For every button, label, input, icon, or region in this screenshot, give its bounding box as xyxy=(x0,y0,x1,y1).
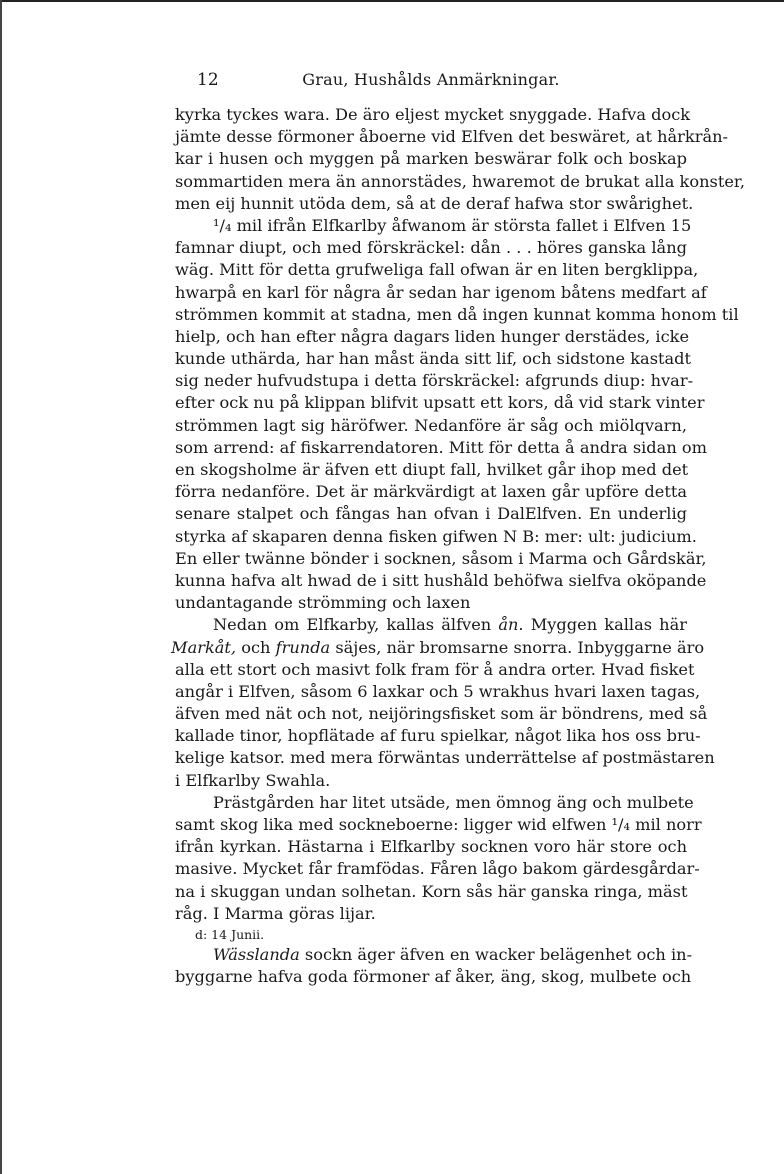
text-line: men eij hunnit utöda dem, så at de deraf hafwa stor swårighet. xyxy=(175,193,694,213)
text-line: hielp, och han efter några dagars liden hunger derstädes, icke xyxy=(175,326,690,346)
text-run: och xyxy=(236,637,276,657)
page-header xyxy=(175,64,687,96)
body-text xyxy=(171,104,746,988)
text-run: säjes, när bromsarne snorra. Inbyggarne äro xyxy=(330,637,705,657)
text-run: Nedan om Elfkarby, kallas älfven xyxy=(213,615,499,635)
text-line: na i skuggan undan solhetan. Korn sås här ganska ringa, mäst xyxy=(175,881,688,901)
text-line: styrka af skaparen denna fisken gifwen N B: mer: ult: judicium. xyxy=(175,526,697,546)
text-line: senare stalpet och fångas han ofvan i DalElfven. En underlig xyxy=(175,504,687,524)
scan-border-left xyxy=(0,0,2,1174)
text-line: jämte desse förmoner åboerne vid Elfven det beswäret, at hårkrån- xyxy=(175,127,728,147)
text-line: sommartiden mera än annorstädes, hwaremot de brukat alla konster, xyxy=(175,171,746,191)
text-line: ¹/₄ mil ifrån Elfkarlby åfwanom är största fallet i Elfven 15 xyxy=(213,215,692,235)
text-line: kallade tinor, hopflätade af furu spielkar, något lika hos oss bru- xyxy=(175,726,701,746)
text-line: strömmen lagt sig häröfwer. Nedanföre är såg och miölqvarn, xyxy=(175,415,687,435)
text-run: Myggen kallas här xyxy=(523,615,687,635)
text-line: byggarne hafva goda förmoner af åker, äng, skog, mulbete och xyxy=(175,967,692,987)
text-line: En eller twänne bönder i socknen, såsom i Marma och Gårdskär, xyxy=(175,548,707,568)
running-title: Grau, Hushålds Anmärkningar. xyxy=(302,70,560,89)
text-line: kelige katsor. med mera förwäntas underrättelse af postmästaren xyxy=(175,748,715,768)
text-line: råg. I Marma göras lijar. xyxy=(175,903,376,923)
text-line: ifrån kyrkan. Hästarna i Elfkarlby socknen voro här store och xyxy=(175,837,687,857)
text-line: famnar diupt, och med förskräckel: dån . . . höres ganska lång xyxy=(175,238,687,258)
italic-term: frunda xyxy=(275,637,331,657)
text-run: sockn äger äfven en wacker belägenhet och in- xyxy=(299,944,693,964)
text-line: sig neder hufvudstupa i detta förskräckel: afgrunds diup: hvar- xyxy=(175,371,694,391)
page-number: 12 xyxy=(197,70,219,90)
text-line: kunna hafva alt hwad de i sitt hushåld behöfwa sielfva oköpande xyxy=(175,570,707,590)
text-line: samt skog lika med sockneboerne: ligger wid elfwen ¹/₄ mil norr xyxy=(175,815,702,834)
text-line: i Elfkarlby Swahla. xyxy=(175,770,331,790)
text-line xyxy=(171,637,705,659)
italic-term: Wässlanda xyxy=(213,944,300,964)
italic-term: ån. xyxy=(498,615,524,635)
text-line xyxy=(175,614,687,636)
text-line: undantagande strömming och laxen xyxy=(175,593,471,613)
italic-term: Markåt, xyxy=(171,637,237,657)
text-line: en skogsholme är äfven ett diupt fall, hvilket går ihop med det xyxy=(175,460,689,479)
text-line: kunde uthärda, har han måst ända sitt lif, och sidstone kastadt xyxy=(175,349,692,369)
text-line: efter ock nu på klippan blifvit upsatt ett kors, då vid stark vinter xyxy=(175,393,705,413)
text-line: angår i Elfven, såsom 6 laxkar och 5 wrakhus hvari laxen tagas, xyxy=(175,681,701,701)
text-line: förra nedanföre. Det är märkvärdigt at laxen går upföre detta xyxy=(175,482,687,502)
text-line: äfven med nät och not, neijöringsfisket som är böndrens, med så xyxy=(175,704,708,724)
text-line xyxy=(175,944,693,966)
book-page xyxy=(171,64,746,988)
text-line: som arrend: af fiskarrendatoren. Mitt för detta å andra sidan om xyxy=(175,437,707,457)
text-line: Prästgården har litet utsäde, men ömnog äng och mulbete xyxy=(213,792,694,812)
text-line: strömmen kommit at stadna, men då ingen kunnat komma honom til xyxy=(175,304,739,324)
text-line: kyrka tyckes wara. De äro eljest mycket snyggade. Hafva dock xyxy=(175,105,691,124)
text-line: kar i husen och myggen på marken beswärar folk och boskap xyxy=(175,149,687,169)
text-line: hwarpå en karl för några år sedan har igenom båtens medfart af xyxy=(175,282,707,302)
text-line: alla ett stort och masivt folk fram för å andra orter. Hvad fisket xyxy=(175,659,695,679)
date-heading: d: 14 Junii. xyxy=(195,926,265,942)
text-line: masive. Mycket får framfödas. Fåren lågo bakom gärdesgårdar- xyxy=(175,859,700,879)
text-line: wäg. Mitt för detta grufweliga fall ofwan är en liten bergklippa, xyxy=(175,260,699,280)
scan-border-top xyxy=(0,0,784,2)
